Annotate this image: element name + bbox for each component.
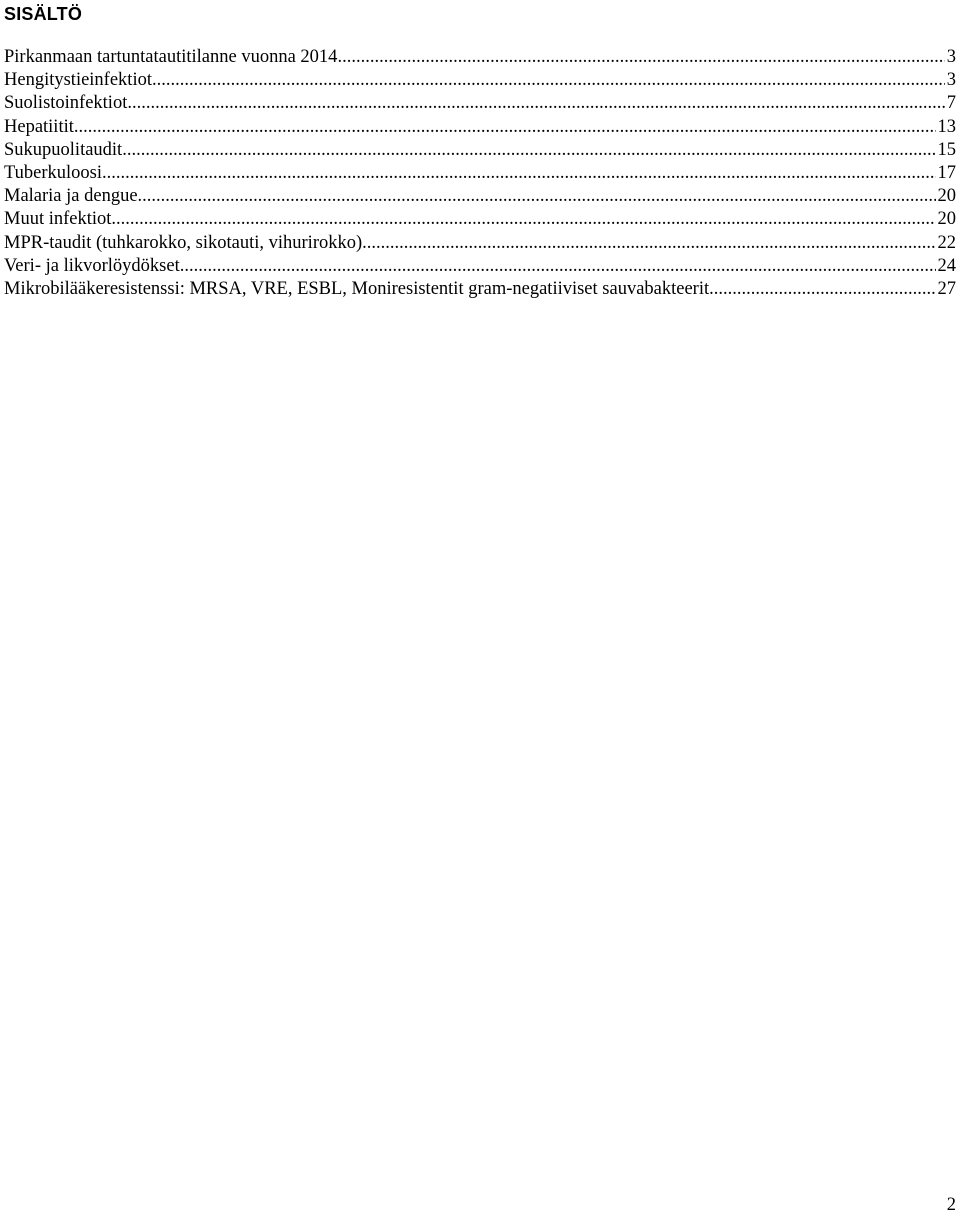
toc-entry-page: 20 <box>937 209 956 230</box>
toc-dot-leader <box>102 162 935 185</box>
toc-dot-leader <box>74 116 936 139</box>
toc-entry[interactable] <box>4 139 956 162</box>
toc-dot-leader <box>152 69 945 92</box>
toc-dot-leader <box>709 278 935 301</box>
toc-entry-page: 20 <box>937 186 956 207</box>
toc-entry-title: Pirkanmaan tartuntatautitilanne vuonna 2014 <box>4 47 338 67</box>
toc-entry[interactable] <box>4 255 956 278</box>
toc-entry[interactable] <box>4 69 956 92</box>
toc-entry[interactable] <box>4 185 956 208</box>
toc-entry[interactable] <box>4 92 956 115</box>
page-title: SISÄLTÖ <box>4 4 83 24</box>
toc-entry-title: Sukupuolitaudit <box>4 139 123 160</box>
toc-entry[interactable] <box>4 116 956 139</box>
toc-entry[interactable] <box>4 232 956 255</box>
toc-entry[interactable] <box>4 162 956 185</box>
toc-entry-title: Tuberkuloosi <box>4 162 103 183</box>
toc-entry-page: 15 <box>937 139 956 160</box>
table-of-contents <box>4 46 956 301</box>
toc-entry-page: 3 <box>946 47 956 67</box>
toc-entry[interactable] <box>4 208 956 231</box>
toc-entry-title: Mikrobilääkeresistenssi: MRSA, VRE, ESBL, Moniresistentit gram-negatiiviset sauvabakteerit <box>4 278 710 299</box>
toc-dot-leader <box>122 139 935 162</box>
toc-entry-title: Hepatiitit <box>4 116 74 137</box>
toc-entry-title: Muut infektiot <box>4 209 112 230</box>
toc-entry-title: Hengitystieinfektiot <box>4 70 152 91</box>
page-number: 2 <box>946 1195 956 1215</box>
toc-entry-page: 3 <box>946 70 956 91</box>
toc-dot-leader <box>127 92 944 115</box>
toc-entry-page: 27 <box>937 278 956 299</box>
toc-entry-title: MPR-taudit (tuhkarokko, sikotauti, vihurirokko) <box>4 232 363 253</box>
toc-entry[interactable] <box>4 46 956 69</box>
toc-dot-leader <box>362 232 935 255</box>
toc-dot-leader <box>138 185 936 208</box>
toc-entry-title: Veri- ja likvorlöydökset <box>4 255 180 276</box>
toc-dot-leader <box>337 46 944 69</box>
toc-entry-page: 22 <box>937 232 956 253</box>
toc-entry-title: Suolistoinfektiot <box>4 93 128 114</box>
toc-entry-page: 7 <box>946 93 956 114</box>
toc-entry-page: 17 <box>937 162 956 183</box>
toc-entry-page: 13 <box>937 116 956 137</box>
toc-entry[interactable] <box>4 278 956 301</box>
toc-entry-page: 24 <box>937 255 956 276</box>
toc-entry-title: Malaria ja dengue <box>4 186 138 207</box>
toc-dot-leader <box>180 255 936 278</box>
toc-dot-leader <box>111 208 935 231</box>
